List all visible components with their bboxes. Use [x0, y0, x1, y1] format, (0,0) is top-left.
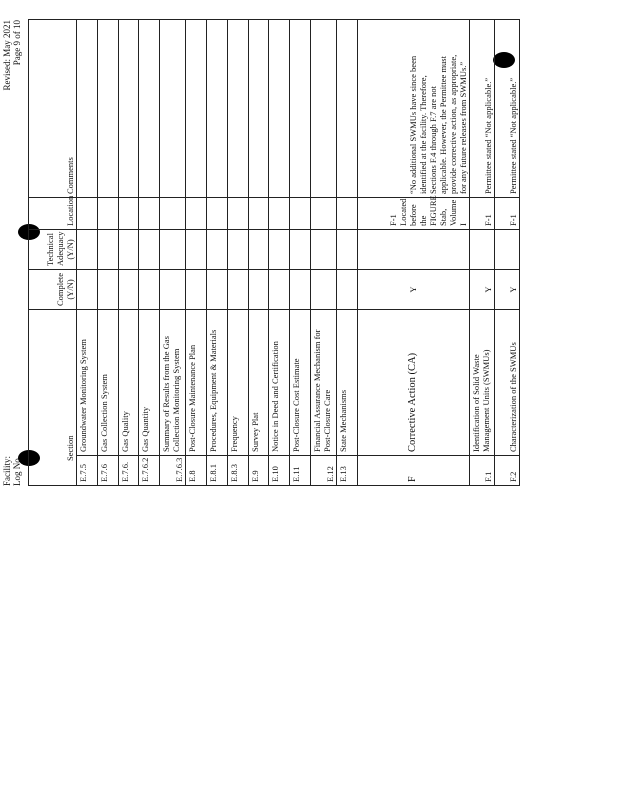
table-row: [186, 20, 207, 486]
comments-cell: [310, 20, 336, 198]
comments-cell: “No additional SWMUs have since been identified at the facility. Therefore, Sections F.4 through F.7 are not applicable. However, the Permittee must provide corrective action, as appropriate, for any future releases from SWMUs.”: [357, 20, 469, 198]
complete-cell: Y: [494, 270, 519, 310]
comments-cell: [118, 20, 139, 198]
comments-cell: [248, 20, 269, 198]
comments-cell: [77, 20, 98, 198]
table-row: [248, 20, 269, 486]
adequacy-cell: [77, 230, 98, 270]
comments-cell: Permittee stated “Not applicable.”: [494, 20, 519, 198]
header-row: [29, 20, 77, 486]
location-cell: F-1: [469, 198, 494, 230]
comments-cell: [336, 20, 357, 198]
log-label: Log No.: [12, 456, 22, 486]
adequacy-cell: [186, 230, 207, 270]
location-cell: [118, 198, 139, 230]
complete-cell: [206, 270, 227, 310]
complete-cell: [310, 270, 336, 310]
comments-cell: [290, 20, 311, 198]
section-code: E.7.6: [97, 456, 118, 486]
adequacy-cell: [469, 230, 494, 270]
adequacy-cell: [357, 230, 469, 270]
adequacy-cell: [248, 230, 269, 270]
comments-cell: [139, 20, 160, 198]
table-row: [160, 20, 186, 486]
complete-cell: [227, 270, 248, 310]
complete-cell: [186, 270, 207, 310]
adequacy-header: Technical Adequacy (Y/N): [29, 230, 77, 270]
page-number: Page 9 of 10: [12, 20, 22, 66]
section-header: Section: [29, 310, 77, 486]
section-code: E.12: [310, 456, 336, 486]
table-row: [310, 20, 336, 486]
section-code: E.7.6.2: [139, 456, 160, 486]
complete-cell: [77, 270, 98, 310]
section-code: E.13: [336, 456, 357, 486]
location-cell: [160, 198, 186, 230]
adequacy-cell: [160, 230, 186, 270]
complete-cell: [160, 270, 186, 310]
section-title: Gas Quality: [118, 310, 139, 456]
location-cell: [336, 198, 357, 230]
section-title: Financial Assurance Mechanism for Post-Closure Care: [310, 310, 336, 456]
complete-header: Complete (Y/N): [29, 270, 77, 310]
location-cell: [77, 198, 98, 230]
section-code: E.7.6.3: [160, 456, 186, 486]
facility-label: Facility:: [2, 456, 12, 486]
location-cell: [97, 198, 118, 230]
section-code: E.11: [290, 456, 311, 486]
complete-cell: [269, 270, 290, 310]
adequacy-cell: [336, 230, 357, 270]
table-row: [269, 20, 290, 486]
comments-cell: [269, 20, 290, 198]
section-code: E.10: [269, 456, 290, 486]
section-code: E.8: [186, 456, 207, 486]
section-title: Gas Quantity: [139, 310, 160, 456]
adequacy-cell: [290, 230, 311, 270]
table-row: [290, 20, 311, 486]
section-title: Identification of Solid Waste Management Units (SWMUs): [469, 310, 494, 456]
section-title: Post-Closure Maintenance Plan: [186, 310, 207, 456]
section-code: F.2: [494, 456, 519, 486]
adequacy-cell: [494, 230, 519, 270]
adequacy-cell: [206, 230, 227, 270]
adequacy-cell: [227, 230, 248, 270]
revised-date: Revised: May 2021: [2, 20, 12, 91]
location-cell: [139, 198, 160, 230]
location-cell: [186, 198, 207, 230]
section-title: Gas Collection System: [97, 310, 118, 456]
table-row: [97, 20, 118, 486]
header-right: [2, 20, 22, 180]
section-title: Notice in Deed and Certification: [269, 310, 290, 456]
section-code: F: [357, 456, 469, 486]
review-table: [28, 19, 520, 486]
rotated-page: [2, 20, 596, 486]
adequacy-cell: [97, 230, 118, 270]
adequacy-cell: [269, 230, 290, 270]
section-title: Groundwater Monitoring System: [77, 310, 98, 456]
section-code: E.8.1: [206, 456, 227, 486]
location-cell: F-1 Located before the FIGURE Stab, Volume I: [357, 198, 469, 230]
location-cell: F-1: [494, 198, 519, 230]
section-title: Characterization of the SWMUs: [494, 310, 519, 456]
table-row: [206, 20, 227, 486]
section-title: Corrective Action (CA): [357, 310, 469, 456]
table-row: [469, 20, 494, 486]
location-cell: [269, 198, 290, 230]
comments-cell: [227, 20, 248, 198]
complete-cell: [118, 270, 139, 310]
complete-cell: Y: [469, 270, 494, 310]
section-code: E.8.3: [227, 456, 248, 486]
location-cell: [310, 198, 336, 230]
location-cell: [227, 198, 248, 230]
location-cell: [206, 198, 227, 230]
complete-cell: [248, 270, 269, 310]
complete-cell: [139, 270, 160, 310]
adequacy-cell: [118, 230, 139, 270]
table-row: [139, 20, 160, 486]
section-code: E.7.6.: [118, 456, 139, 486]
section-title: Frequency: [227, 310, 248, 456]
header-left: [2, 346, 22, 486]
section-code: E.9: [248, 456, 269, 486]
section-code: E.7.5: [77, 456, 98, 486]
complete-cell: Y: [357, 270, 469, 310]
complete-cell: [290, 270, 311, 310]
table-row: [118, 20, 139, 486]
section-title: Summary of Results from the Gas Collection Monitoring System: [160, 310, 186, 456]
section-f-row: [357, 20, 469, 486]
comments-cell: [97, 20, 118, 198]
comments-header: Comments: [29, 20, 77, 198]
comments-cell: [186, 20, 207, 198]
table-row: [494, 20, 519, 486]
section-title: Post-Closure Cost Estimate: [290, 310, 311, 456]
adequacy-cell: [310, 230, 336, 270]
comments-cell: Permittee stated “Not applicable.”: [469, 20, 494, 198]
section-title: Procedures, Equipment & Materials: [206, 310, 227, 456]
table-row: [227, 20, 248, 486]
complete-cell: [336, 270, 357, 310]
adequacy-cell: [139, 230, 160, 270]
table-row: [77, 20, 98, 486]
complete-cell: [97, 270, 118, 310]
comments-cell: [206, 20, 227, 198]
location-header: Location: [29, 198, 77, 230]
location-cell: [248, 198, 269, 230]
section-title: Survey Plat: [248, 310, 269, 456]
location-cell: [290, 198, 311, 230]
table-row: [336, 20, 357, 486]
section-code: F.1: [469, 456, 494, 486]
comments-cell: [160, 20, 186, 198]
section-title: State Mechanisms: [336, 310, 357, 456]
